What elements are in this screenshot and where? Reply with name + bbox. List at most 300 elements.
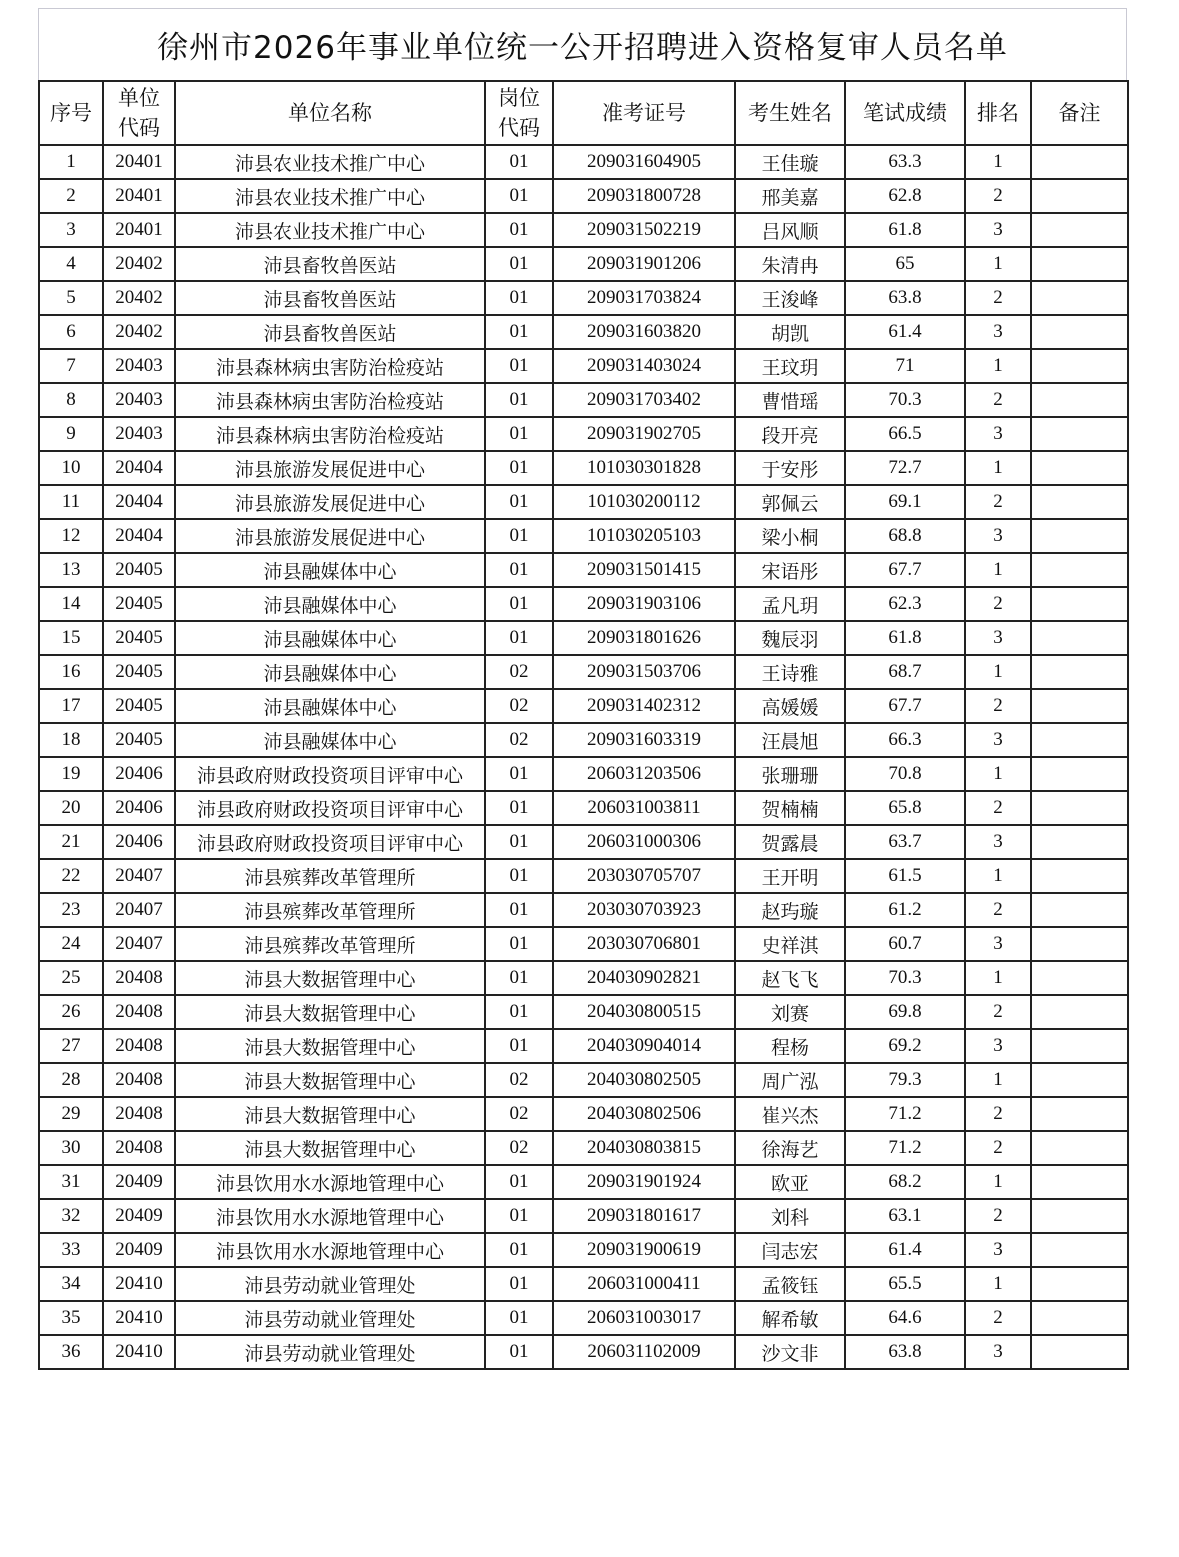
cell-score: 63.1 [845, 1199, 965, 1233]
cell-post-code: 01 [485, 179, 553, 213]
cell-post-code: 01 [485, 315, 553, 349]
cell-rank: 1 [965, 757, 1031, 791]
cell-name: 赵玙璇 [735, 893, 845, 927]
cell-name: 郭佩云 [735, 485, 845, 519]
cell-score: 71 [845, 349, 965, 383]
cell-rank: 2 [965, 587, 1031, 621]
cell-unit-name: 沛县劳动就业管理处 [175, 1267, 485, 1301]
table-row [39, 213, 1128, 247]
cell-post-code: 01 [485, 961, 553, 995]
cell-exam-no: 209031801626 [553, 621, 735, 655]
cell-remark [1031, 1335, 1128, 1369]
cell-score: 61.4 [845, 315, 965, 349]
cell-name: 梁小桐 [735, 519, 845, 553]
cell-name: 汪晨旭 [735, 723, 845, 757]
cell-post-code: 01 [485, 587, 553, 621]
cell-score: 69.2 [845, 1029, 965, 1063]
cell-post-code: 01 [485, 1199, 553, 1233]
cell-exam-no: 209031603319 [553, 723, 735, 757]
cell-remark [1031, 1029, 1128, 1063]
cell-rank: 1 [965, 247, 1031, 281]
cell-unit-code: 20409 [103, 1165, 175, 1199]
cell-seq: 13 [39, 553, 103, 587]
cell-unit-code: 20402 [103, 315, 175, 349]
cell-seq: 29 [39, 1097, 103, 1131]
table-row [39, 1267, 1128, 1301]
cell-remark [1031, 1267, 1128, 1301]
table-row [39, 247, 1128, 281]
cell-remark [1031, 1301, 1128, 1335]
cell-name: 孟凡玥 [735, 587, 845, 621]
table-row [39, 961, 1128, 995]
cell-unit-code: 20404 [103, 485, 175, 519]
cell-post-code: 01 [485, 1233, 553, 1267]
table-row [39, 1063, 1128, 1097]
cell-seq: 5 [39, 281, 103, 315]
cell-exam-no: 209031903106 [553, 587, 735, 621]
cell-unit-name: 沛县农业技术推广中心 [175, 145, 485, 179]
cell-exam-no: 209031801617 [553, 1199, 735, 1233]
cell-unit-code: 20408 [103, 1097, 175, 1131]
cell-unit-name: 沛县农业技术推广中心 [175, 179, 485, 213]
cell-rank: 3 [965, 1335, 1031, 1369]
table-row [39, 825, 1128, 859]
cell-remark [1031, 791, 1128, 825]
header-remark: 备注 [1031, 81, 1128, 145]
cell-score: 65.5 [845, 1267, 965, 1301]
cell-name: 赵飞飞 [735, 961, 845, 995]
table-row [39, 859, 1128, 893]
header-exam-no: 准考证号 [553, 81, 735, 145]
cell-unit-name: 沛县森林病虫害防治检疫站 [175, 383, 485, 417]
table-row [39, 485, 1128, 519]
header-unit-code-line1: 单位 [118, 86, 160, 110]
cell-name: 胡凯 [735, 315, 845, 349]
cell-name: 欧亚 [735, 1165, 845, 1199]
cell-seq: 32 [39, 1199, 103, 1233]
cell-seq: 25 [39, 961, 103, 995]
cell-name: 刘科 [735, 1199, 845, 1233]
cell-exam-no: 209031901206 [553, 247, 735, 281]
cell-score: 61.4 [845, 1233, 965, 1267]
cell-unit-name: 沛县饮用水水源地管理中心 [175, 1165, 485, 1199]
cell-rank: 1 [965, 961, 1031, 995]
cell-score: 62.3 [845, 587, 965, 621]
table-body [39, 145, 1128, 1369]
cell-remark [1031, 1233, 1128, 1267]
table-row [39, 1335, 1128, 1369]
cell-exam-no: 209031604905 [553, 145, 735, 179]
cell-post-code: 02 [485, 1131, 553, 1165]
cell-remark [1031, 1063, 1128, 1097]
cell-seq: 6 [39, 315, 103, 349]
header-score: 笔试成绩 [845, 81, 965, 145]
cell-exam-no: 203030703923 [553, 893, 735, 927]
cell-post-code: 02 [485, 1097, 553, 1131]
cell-seq: 7 [39, 349, 103, 383]
cell-unit-name: 沛县畜牧兽医站 [175, 247, 485, 281]
cell-remark [1031, 213, 1128, 247]
cell-post-code: 01 [485, 1165, 553, 1199]
cell-remark [1031, 281, 1128, 315]
cell-rank: 2 [965, 179, 1031, 213]
cell-unit-name: 沛县大数据管理中心 [175, 1097, 485, 1131]
cell-unit-code: 20406 [103, 791, 175, 825]
cell-post-code: 01 [485, 621, 553, 655]
cell-name: 王浚峰 [735, 281, 845, 315]
cell-name: 高媛媛 [735, 689, 845, 723]
cell-score: 60.7 [845, 927, 965, 961]
cell-post-code: 01 [485, 1301, 553, 1335]
cell-post-code: 02 [485, 1063, 553, 1097]
cell-unit-name: 沛县饮用水水源地管理中心 [175, 1199, 485, 1233]
table-row [39, 145, 1128, 179]
cell-score: 68.8 [845, 519, 965, 553]
cell-exam-no: 204030802505 [553, 1063, 735, 1097]
cell-seq: 4 [39, 247, 103, 281]
cell-score: 65 [845, 247, 965, 281]
cell-exam-no: 101030205103 [553, 519, 735, 553]
cell-post-code: 01 [485, 485, 553, 519]
cell-unit-code: 20401 [103, 145, 175, 179]
cell-score: 64.6 [845, 1301, 965, 1335]
cell-remark [1031, 315, 1128, 349]
cell-exam-no: 209031502219 [553, 213, 735, 247]
cell-post-code: 02 [485, 689, 553, 723]
header-unit-name: 单位名称 [175, 81, 485, 145]
table-row [39, 689, 1128, 723]
cell-unit-name: 沛县旅游发展促进中心 [175, 485, 485, 519]
cell-rank: 3 [965, 1233, 1031, 1267]
header-unit-code [103, 81, 175, 145]
cell-exam-no: 209031503706 [553, 655, 735, 689]
cell-seq: 35 [39, 1301, 103, 1335]
cell-seq: 14 [39, 587, 103, 621]
cell-rank: 3 [965, 213, 1031, 247]
cell-name: 王诗雅 [735, 655, 845, 689]
cell-seq: 11 [39, 485, 103, 519]
cell-score: 61.8 [845, 621, 965, 655]
cell-rank: 2 [965, 281, 1031, 315]
cell-score: 67.7 [845, 689, 965, 723]
cell-post-code: 01 [485, 451, 553, 485]
cell-remark [1031, 859, 1128, 893]
cell-name: 宋语彤 [735, 553, 845, 587]
cell-unit-name: 沛县大数据管理中心 [175, 1029, 485, 1063]
cell-unit-name: 沛县政府财政投资项目评审中心 [175, 825, 485, 859]
cell-rank: 3 [965, 417, 1031, 451]
cell-unit-code: 20405 [103, 553, 175, 587]
cell-unit-code: 20405 [103, 723, 175, 757]
cell-score: 63.7 [845, 825, 965, 859]
cell-post-code: 01 [485, 791, 553, 825]
cell-post-code: 02 [485, 723, 553, 757]
cell-name: 周广泓 [735, 1063, 845, 1097]
cell-exam-no: 206031000411 [553, 1267, 735, 1301]
header-post-code-line2: 代码 [498, 116, 540, 140]
cell-name: 邢美嘉 [735, 179, 845, 213]
page-title: 徐州市2026年事业单位统一公开招聘进入资格复审人员名单 [157, 30, 1008, 66]
cell-score: 65.8 [845, 791, 965, 825]
cell-exam-no: 101030200112 [553, 485, 735, 519]
cell-score: 69.8 [845, 995, 965, 1029]
cell-exam-no: 209031900619 [553, 1233, 735, 1267]
cell-unit-code: 20403 [103, 349, 175, 383]
cell-remark [1031, 723, 1128, 757]
cell-rank: 1 [965, 1165, 1031, 1199]
cell-remark [1031, 689, 1128, 723]
cell-score: 79.3 [845, 1063, 965, 1097]
cell-rank: 3 [965, 315, 1031, 349]
cell-unit-name: 沛县畜牧兽医站 [175, 315, 485, 349]
cell-remark [1031, 995, 1128, 1029]
cell-exam-no: 209031703824 [553, 281, 735, 315]
cell-seq: 36 [39, 1335, 103, 1369]
cell-score: 70.8 [845, 757, 965, 791]
document-sheet [38, 8, 1127, 1370]
cell-score: 70.3 [845, 961, 965, 995]
cell-seq: 15 [39, 621, 103, 655]
cell-post-code: 01 [485, 383, 553, 417]
cell-name: 朱清冉 [735, 247, 845, 281]
cell-unit-name: 沛县融媒体中心 [175, 655, 485, 689]
cell-unit-name: 沛县政府财政投资项目评审中心 [175, 791, 485, 825]
cell-remark [1031, 451, 1128, 485]
cell-rank: 1 [965, 451, 1031, 485]
cell-exam-no: 204030904014 [553, 1029, 735, 1063]
cell-exam-no: 206031000306 [553, 825, 735, 859]
cell-seq: 10 [39, 451, 103, 485]
cell-unit-code: 20403 [103, 417, 175, 451]
cell-remark [1031, 519, 1128, 553]
cell-exam-no: 209031402312 [553, 689, 735, 723]
cell-rank: 3 [965, 927, 1031, 961]
cell-exam-no: 204030800515 [553, 995, 735, 1029]
table-row [39, 315, 1128, 349]
cell-unit-code: 20410 [103, 1267, 175, 1301]
table-row [39, 281, 1128, 315]
cell-unit-name: 沛县畜牧兽医站 [175, 281, 485, 315]
cell-name: 贺露晨 [735, 825, 845, 859]
cell-remark [1031, 179, 1128, 213]
cell-name: 段开亮 [735, 417, 845, 451]
cell-rank: 1 [965, 655, 1031, 689]
cell-exam-no: 101030301828 [553, 451, 735, 485]
table-row [39, 1301, 1128, 1335]
cell-seq: 28 [39, 1063, 103, 1097]
cell-seq: 20 [39, 791, 103, 825]
cell-rank: 2 [965, 1199, 1031, 1233]
cell-unit-code: 20407 [103, 859, 175, 893]
cell-unit-name: 沛县政府财政投资项目评审中心 [175, 757, 485, 791]
table-header-row [39, 81, 1128, 145]
cell-rank: 3 [965, 1029, 1031, 1063]
header-unit-code-line2: 代码 [118, 116, 160, 140]
cell-name: 程杨 [735, 1029, 845, 1063]
cell-unit-name: 沛县劳动就业管理处 [175, 1301, 485, 1335]
cell-score: 63.8 [845, 1335, 965, 1369]
cell-name: 于安彤 [735, 451, 845, 485]
cell-unit-code: 20408 [103, 995, 175, 1029]
cell-remark [1031, 417, 1128, 451]
cell-remark [1031, 621, 1128, 655]
cell-post-code: 01 [485, 519, 553, 553]
cell-unit-name: 沛县殡葬改革管理所 [175, 893, 485, 927]
cell-remark [1031, 553, 1128, 587]
cell-exam-no: 204030902821 [553, 961, 735, 995]
cell-unit-code: 20404 [103, 519, 175, 553]
cell-unit-code: 20403 [103, 383, 175, 417]
cell-rank: 2 [965, 1301, 1031, 1335]
cell-unit-code: 20405 [103, 621, 175, 655]
cell-unit-code: 20407 [103, 893, 175, 927]
cell-unit-name: 沛县大数据管理中心 [175, 961, 485, 995]
cell-post-code: 02 [485, 655, 553, 689]
cell-seq: 16 [39, 655, 103, 689]
cell-unit-name: 沛县殡葬改革管理所 [175, 859, 485, 893]
cell-unit-name: 沛县大数据管理中心 [175, 1063, 485, 1097]
table-row [39, 655, 1128, 689]
cell-remark [1031, 825, 1128, 859]
cell-remark [1031, 587, 1128, 621]
cell-post-code: 01 [485, 247, 553, 281]
cell-unit-code: 20408 [103, 1131, 175, 1165]
cell-score: 68.7 [845, 655, 965, 689]
cell-unit-code: 20401 [103, 213, 175, 247]
table-row [39, 927, 1128, 961]
table-row [39, 383, 1128, 417]
cell-exam-no: 209031703402 [553, 383, 735, 417]
header-rank: 排名 [965, 81, 1031, 145]
cell-score: 63.3 [845, 145, 965, 179]
cell-name: 曹惜瑶 [735, 383, 845, 417]
table-row [39, 587, 1128, 621]
cell-post-code: 01 [485, 995, 553, 1029]
cell-unit-name: 沛县融媒体中心 [175, 587, 485, 621]
cell-unit-code: 20410 [103, 1301, 175, 1335]
cell-unit-name: 沛县旅游发展促进中心 [175, 519, 485, 553]
cell-seq: 21 [39, 825, 103, 859]
cell-unit-name: 沛县旅游发展促进中心 [175, 451, 485, 485]
table-row [39, 179, 1128, 213]
cell-exam-no: 203030705707 [553, 859, 735, 893]
cell-seq: 1 [39, 145, 103, 179]
cell-unit-name: 沛县融媒体中心 [175, 723, 485, 757]
cell-score: 71.2 [845, 1131, 965, 1165]
cell-name: 解希敏 [735, 1301, 845, 1335]
cell-seq: 27 [39, 1029, 103, 1063]
cell-remark [1031, 247, 1128, 281]
cell-unit-name: 沛县森林病虫害防治检疫站 [175, 417, 485, 451]
cell-unit-name: 沛县劳动就业管理处 [175, 1335, 485, 1369]
cell-exam-no: 206031003811 [553, 791, 735, 825]
cell-remark [1031, 1165, 1128, 1199]
cell-seq: 9 [39, 417, 103, 451]
cell-rank: 2 [965, 791, 1031, 825]
header-name: 考生姓名 [735, 81, 845, 145]
cell-post-code: 01 [485, 859, 553, 893]
cell-rank: 2 [965, 383, 1031, 417]
cell-unit-code: 20405 [103, 655, 175, 689]
cell-unit-name: 沛县农业技术推广中心 [175, 213, 485, 247]
table-row [39, 1097, 1128, 1131]
cell-remark [1031, 145, 1128, 179]
cell-unit-code: 20408 [103, 1063, 175, 1097]
cell-remark [1031, 349, 1128, 383]
cell-unit-name: 沛县饮用水水源地管理中心 [175, 1233, 485, 1267]
cell-name: 徐海艺 [735, 1131, 845, 1165]
cell-score: 67.7 [845, 553, 965, 587]
cell-rank: 1 [965, 1063, 1031, 1097]
cell-exam-no: 209031800728 [553, 179, 735, 213]
cell-name: 孟筱钰 [735, 1267, 845, 1301]
table-row [39, 417, 1128, 451]
cell-remark [1031, 893, 1128, 927]
cell-post-code: 01 [485, 1335, 553, 1369]
table-row [39, 723, 1128, 757]
cell-rank: 3 [965, 723, 1031, 757]
cell-score: 68.2 [845, 1165, 965, 1199]
cell-exam-no: 209031902705 [553, 417, 735, 451]
cell-rank: 2 [965, 995, 1031, 1029]
cell-name: 闫志宏 [735, 1233, 845, 1267]
header-seq: 序号 [39, 81, 103, 145]
cell-rank: 1 [965, 1267, 1031, 1301]
cell-score: 66.5 [845, 417, 965, 451]
cell-post-code: 01 [485, 825, 553, 859]
cell-unit-code: 20404 [103, 451, 175, 485]
cell-score: 66.3 [845, 723, 965, 757]
cell-exam-no: 209031603820 [553, 315, 735, 349]
cell-rank: 2 [965, 689, 1031, 723]
cell-exam-no: 204030802506 [553, 1097, 735, 1131]
cell-name: 王佳璇 [735, 145, 845, 179]
cell-remark [1031, 1131, 1128, 1165]
cell-rank: 3 [965, 519, 1031, 553]
cell-seq: 18 [39, 723, 103, 757]
cell-exam-no: 209031901924 [553, 1165, 735, 1199]
cell-rank: 2 [965, 1131, 1031, 1165]
cell-seq: 3 [39, 213, 103, 247]
cell-remark [1031, 485, 1128, 519]
cell-unit-code: 20406 [103, 825, 175, 859]
cell-unit-code: 20405 [103, 587, 175, 621]
cell-exam-no: 206031003017 [553, 1301, 735, 1335]
table-row [39, 1199, 1128, 1233]
header-post-code-line1: 岗位 [498, 86, 540, 110]
cell-unit-code: 20406 [103, 757, 175, 791]
cell-unit-code: 20405 [103, 689, 175, 723]
cell-unit-name: 沛县森林病虫害防治检疫站 [175, 349, 485, 383]
cell-remark [1031, 961, 1128, 995]
cell-post-code: 01 [485, 1267, 553, 1301]
table-row [39, 621, 1128, 655]
cell-post-code: 01 [485, 145, 553, 179]
table-row [39, 757, 1128, 791]
cell-seq: 33 [39, 1233, 103, 1267]
cell-seq: 30 [39, 1131, 103, 1165]
cell-seq: 17 [39, 689, 103, 723]
cell-rank: 1 [965, 553, 1031, 587]
cell-unit-name: 沛县大数据管理中心 [175, 1131, 485, 1165]
cell-post-code: 01 [485, 281, 553, 315]
cell-unit-name: 沛县融媒体中心 [175, 689, 485, 723]
cell-unit-code: 20409 [103, 1199, 175, 1233]
cell-name: 王开明 [735, 859, 845, 893]
table-row [39, 1165, 1128, 1199]
cell-name: 刘赛 [735, 995, 845, 1029]
title-box [38, 8, 1127, 80]
